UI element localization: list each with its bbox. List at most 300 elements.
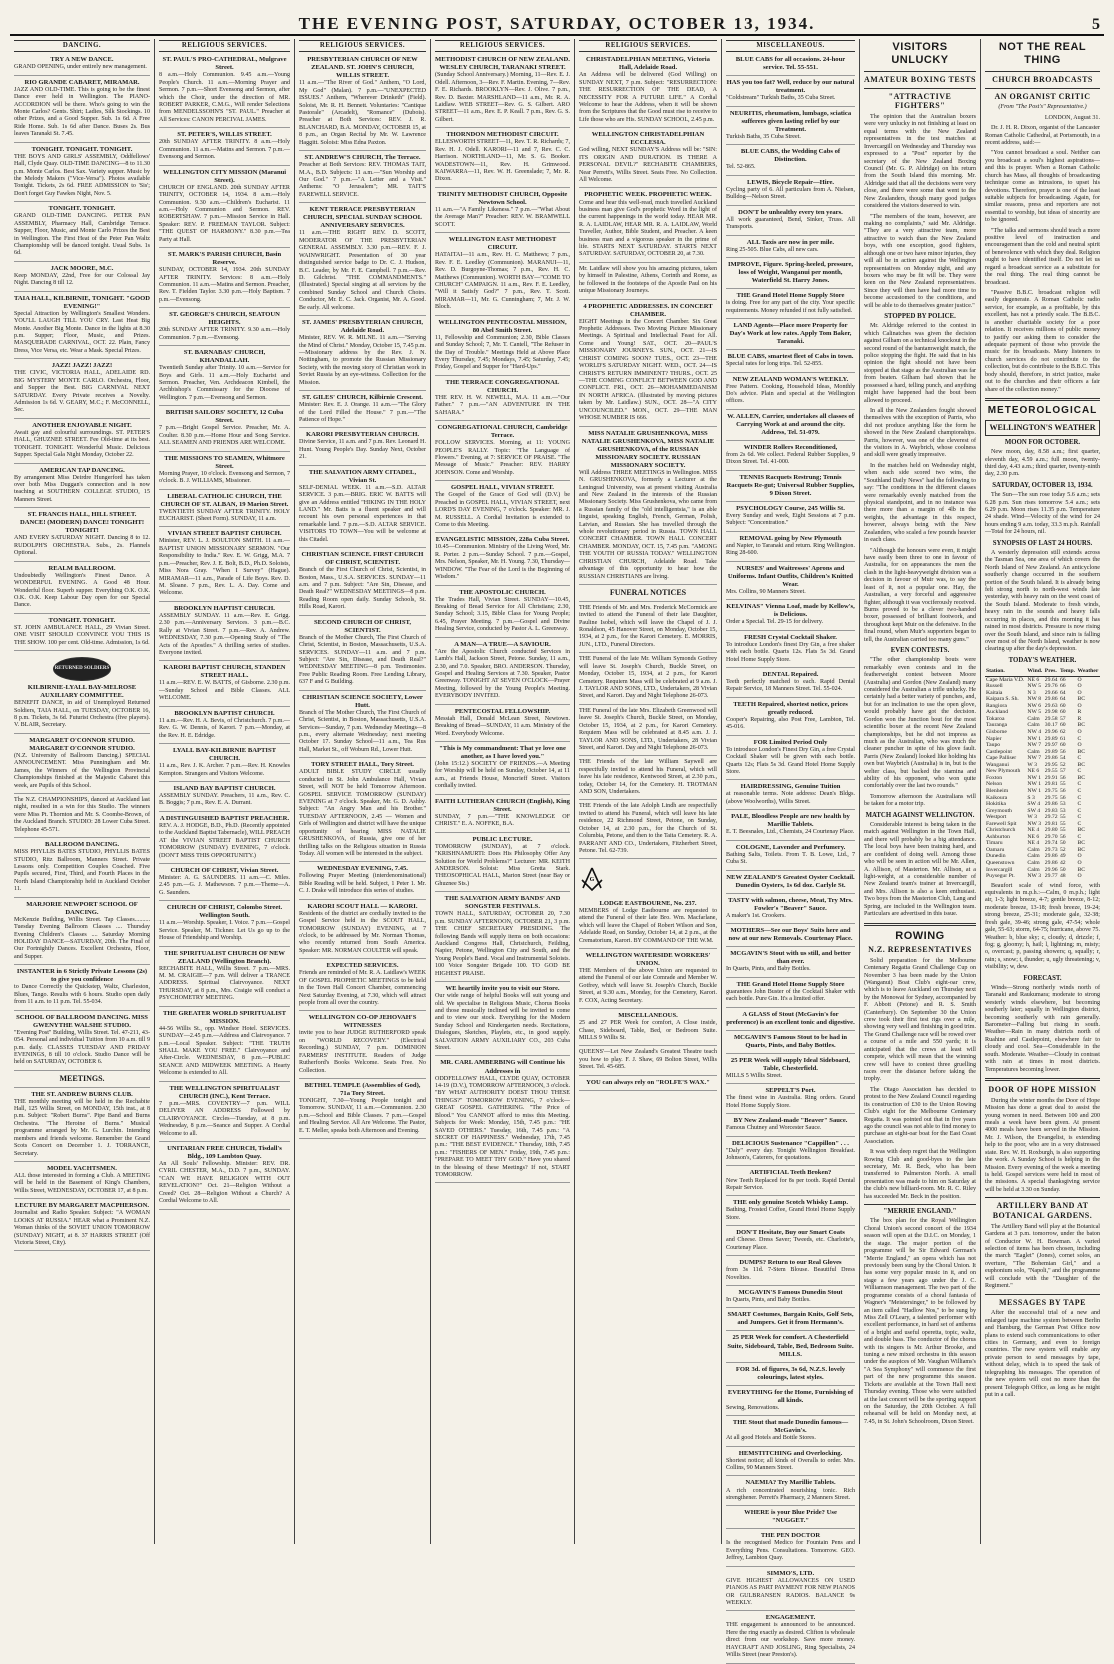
table-cell: 29.89 xyxy=(1044,735,1058,742)
article-body xyxy=(864,1218,976,1426)
ad-body: Undoubtedly Wellington's Finest Dance. A WONDERFUL EVENING. A Good 48 Hour. Wonderful floor. Superb supper. Everything O.K. O.K. O.K. O.K. Keep Labour Day open for our Special Dance. xyxy=(14,572,150,609)
classified-ad xyxy=(726,1168,855,1196)
table-row xyxy=(985,873,1100,880)
table-cell: Calm xyxy=(1027,748,1040,755)
table-cell: BC xyxy=(1077,827,1086,834)
ad-heading: WHERE is your Blue Pride? Use "NUGGET." xyxy=(744,1509,837,1525)
classified-ad xyxy=(14,1164,150,1199)
ad-body: Special Attraction by Wellington's Smallest Wonders. YOU'LL LAUGH TILL YOU CRY. Last Heat Big Monte. Another Big Monte. Dance in the lights at 8.30 p.m. Supper; Floor, Music, and Prizes. MASQUERADE CARNIVAL, OCT. 22. Plain, Fancy Dress, Vice Versa, etc. Wear a Mask. Special Prizes. xyxy=(14,310,150,354)
ad-heading: HEMSTITCHING and Overlocking. xyxy=(738,1449,843,1457)
classified-ad xyxy=(14,264,150,292)
ad-heading: SEPPELT'S Port. xyxy=(765,1087,816,1095)
ad-body: 20th SUNDAY AFTER TRINITY. 8 a.m.—Holy Communion. 11 a.m.—Matins and Sermon. 7 p.m.—Evensong and Sermon. xyxy=(159,139,290,161)
classified-ad xyxy=(299,468,426,548)
ad-heading: PROPHETIC WEEK. PROPHETIC WEEK. xyxy=(584,191,712,199)
table-cell: 62 xyxy=(1059,729,1066,736)
table-cell: S 3 xyxy=(1027,794,1035,801)
table-cell: C xyxy=(1077,814,1082,821)
classified-ad xyxy=(299,55,426,151)
classified-ad xyxy=(726,782,855,810)
masthead-title: THE EVENING POST, SATURDAY, OCTOBER 13, 1934. xyxy=(298,14,816,33)
ad-heading: THE TERRACE CONGREGATIONAL CHURCH. xyxy=(445,378,560,394)
classified-ad xyxy=(726,473,855,502)
table-cell: C xyxy=(1077,807,1082,814)
table-cell: C xyxy=(1077,794,1082,801)
ad-heading: FAITH LUTHERAN CHURCH (English), King Street. xyxy=(435,797,570,813)
table-cell: Hokitika xyxy=(986,801,1006,808)
ad-body: MILLS 5 Willis Street. xyxy=(726,1072,783,1079)
classified-ad xyxy=(579,587,717,602)
ad-heading: WELLINGTON PENTECOSTAL MISSION, 80 Abel Smith Street. xyxy=(438,318,567,334)
ad-heading: FOR Limited Period Only xyxy=(753,738,828,746)
table-cell: NE 6 xyxy=(1027,676,1040,683)
ad-body: 11, Fellowship and Communion; 2.30, Bible Classes and Sunday School; 7, Mr. T. Cantell, "The Refuser in the Day of Trouble." Meetings Held at Above Place Every Thursday, 7.45; Mondays, 7.45; Saturday, 7.45; Friday, Gospel and Supper for "Hard-Ups." xyxy=(435,334,570,371)
synopsis-text: A westerly depression still extends across the Tasman Sea, one area of which covers the North Island of New Zealand. An anticyclone southerly change occurred in the southern portion of the South Island. It is already being felt strong north to north-west winds late yesterday, with heavy rain on the west coast of the South Island. Moderate to fresh winds, heavy rain in the sounds and heavy falls occurring in places, and this morning it has rained in most districts. Pressure is now rising over the South Island, and since rain is falling over most of the North Island, weather is now clearing up after the day's depression. xyxy=(985,549,1100,653)
ad-body: 7 p.m.—MRS. COVENTRY—7 p.m. WILL DELIVER AN ADDRESS Followed by CLAIRVOYANCE. Circles—Tuesday, at 8 p.m. Wednesday, 8 p.m.—Seance and Supper. A Cordial Welcome to all. xyxy=(159,1100,290,1137)
classified-ad xyxy=(435,190,570,233)
ad-heading: KENT TERRACE PRESBYTERIAN CHURCH, SPECIAL SUNDAY SCHOOL ANNIVERSARY SERVICES. xyxy=(303,206,422,230)
ad-body: 20th SUNDAY AFTER TRINITY. 9.30 a.m.—Holy Communion. 7 p.m.—Evensong. xyxy=(159,327,290,341)
classified-ad xyxy=(579,1078,717,1091)
ad-body: Ring 25-505. Blue Cabs, all new cars. xyxy=(726,246,819,253)
ad-heading: THE SALVATION ARMY BANDS' AND SONGSTER FESTIVALS. xyxy=(444,895,561,911)
ad-body: Following Prayer Meeting (interdenominational) Bible Reading will be held. Subject, 1 Peter 1. Mr. C. J. Drake will introduce this series of studies. xyxy=(299,873,426,895)
ad-heading: TONIGHT. TONIGHT. xyxy=(48,616,116,624)
classified-ad xyxy=(435,235,570,315)
table-cell: R xyxy=(1077,709,1082,716)
classified-ad xyxy=(726,178,855,206)
table-cell: 56 xyxy=(1059,787,1066,794)
ad-body: (Sunday School Anniversary.) Morning, 11—Rev. E. J. Odell. Afternoon, 3—Rev. F. Martin. Evening, 7—Rev. F. E. Richards. BROOKLYN—Rev. J. Olive. 7 p.m., Rev. D. Baxter. MARSHLAND—11 a.m., Mr. R. A. Laidlaw. WEB STREET—Rev. G. S. Gilbert. ARO STREET—11 a.m., Rev. E. P. Keall. 7 p.m., Rev. G. S. Gilbert. xyxy=(435,72,570,123)
table-cell: 29.83 xyxy=(1044,807,1058,814)
ad-heading: KARORI SCOUT HALL — KARORI. xyxy=(307,902,418,910)
ad-body: THE Friends of the late Adolph Lindh are respectfully invited to attend his Funeral, which will leave his late residence, 22 Richmond Street, Petone, on Sunday, October 14, at 2.30 p.m., for the Church of St. Columbia, Petone, and then to the Taita Cemetery. R. A. PARRANT AND CO., Undertakers, Fitzherbert Street, Petone. Tel. 62-739. xyxy=(579,803,717,854)
forecast-heading: FORECAST. xyxy=(1023,974,1062,982)
ad-body: McKenzie Building, Willis Street. Tap Classes.......... Tuesday Evening Ballroom Classes .... Thursday Evening Children's Classes .... Saturday Morning HOLIDAY DANCE—SATURDAY, 20th. The Final of Our Fortnightly Dances. Excellent Orchestra, Floor, and Supper. xyxy=(14,916,150,960)
table-cell: Calm xyxy=(1027,722,1040,729)
ad-heading: 25 PER Week for comfort. A Chesterfield Suite, Sideboard, Table, Bed, Bedroom Suite. MILLS. xyxy=(727,1334,854,1358)
ad-heading: NAEMIA? Try Marillie Tablets. xyxy=(745,1479,836,1487)
classified-ad xyxy=(726,504,855,532)
ad-heading: SECOND CHURCH OF CHRIST, SCIENTIST. xyxy=(313,618,412,634)
ad-heading: JACK MOORE, M.C. xyxy=(50,264,114,272)
ad-heading: MEETINGS. xyxy=(59,1073,105,1083)
article-headline: MESSAGES BY TAPE xyxy=(999,1297,1086,1307)
column-boxing-rowing xyxy=(860,39,981,1544)
ad-heading: THE only genuine Scotch Whisky Lamp. xyxy=(733,1199,848,1207)
table-cell: Napier xyxy=(986,735,1002,742)
classified-ad xyxy=(435,894,570,982)
classified-ad xyxy=(726,602,855,630)
ad-body: "Evening Post" Building, Willis Street. Tel. 47-211, 43-054. Personal and individual Tuition from 10 a.m. till 9 p.m. daily. CLASSES TUESDAY AND FRIDAY EVENINGS, 8 till 10 o'clock. Studio Dance will be held on SATURDAY, OCTOBER 6. xyxy=(14,1029,150,1066)
ad-heading: MARJORIE NEWPORT SCHOOL OF DANCING. xyxy=(26,900,138,916)
classified-ad xyxy=(579,1048,717,1075)
ad-heading: TONIGHT. TONIGHT. xyxy=(48,205,116,213)
ad-body: ASSEMBLY SUNDAY. Preachers, 11 a.m., Rev. C. B. Boggis; 7 p.m., Rev. E. A. Durrant. xyxy=(159,792,290,807)
ad-body: TONIGHT, 7.30—Young People tonight and Tomorrow. SUNDAY, 11 a.m.—Communion. 2.30 p.m.—School and Bible Classes. 7 p.m.—Gospel and Healing Service. All Are Welcome. The Pastor, E. T. Meller, speaks both Afternoon and Evening. xyxy=(299,1098,426,1134)
classified-ad xyxy=(726,564,855,601)
table-cell: 30.17 xyxy=(1044,722,1058,729)
table-cell: 29.95 xyxy=(1044,761,1058,768)
classified-ad xyxy=(726,1288,855,1308)
ad-body: "Are the Apostolic Church conducted Services in Lamb's Hall, Jackson Street, Petone. Sunday, 11 a.m., 2.30, and 7.0. Speaker, BRO. ANDERSON. Thursday, Gospel and Healing Services at 7.30. Speaker, Pastor Greenway. TONIGHT AT SEVEN O'CLOCK—Prayer Meeting, followed by the Young People's Meeting. EVERYBODY INVITED. xyxy=(435,648,570,700)
ad-body: TOMORROW (SUNDAY), at 7 o'clock. "KRISHNAMURTI: Does His Philosophy Offer Any Solution for World Problems?" Lecturer: MR. KEITH ANDERSON. Soloist: Miss Gretta Stark. THEOSOPHICAL HALL, Marion Street (near Bay or Ghuznee Sts.) xyxy=(435,843,570,887)
ad-body: Our wide range of helpful Books will suit young and old. We specialise in Religious Music, Chorus Books and those musically inclined will be invited to come and to view our stock. Everything for the Modern Sunday School and Kindergarten needs. Recitations, Dialogues, Sketches, Playlets, etc., in good supply. SALVATION ARMY AUXILIARY CO., 203 Cuba Street. xyxy=(435,993,570,1052)
ad-body: invite you to hear JUDGE RUTHERFORD speak on "WORLD RECOVERY." (Electrical Recording.) SUNDAY, 7 p.m. DOMINION FARMERS' INSTITUTE. Readers of Judge Rutherford's Books Welcome. Seats Free. No Collection. xyxy=(299,1030,426,1074)
ad-heading: BY New Zealand-made "Beaver" Sauce. xyxy=(733,1117,848,1125)
classified-ad xyxy=(726,1449,855,1477)
table-cell: Timaru xyxy=(986,840,1003,847)
ad-heading: LAND Agents—Place more Property for Day's Work at low rates. Apply Tom Baker, Taranaki. xyxy=(729,322,852,346)
paragraph: In all the New Zealanders fought showed themselves with the exception of Parris, who did not produce anything like the form he showed in the New Zealand championships. Parris, however, was one of the cleverest of the visitors in A. Waybrich, whose coolness and skill were greatly impressive. xyxy=(864,407,976,459)
ad-body: and Cheese. Dress Saver; Tweeds, etc. Charlotte's, Courtenay Place. xyxy=(726,1237,855,1251)
ad-body: The Gospel of the Grace of God will (D.V.) be Preached in GOSPEL HALL, VIVIAN STREET, next LORD'S DAY EVENING, 7 o'clock. Speaker: MR. J. M. RUSSELL. A Cordial Invitation is extended to Come to this Meeting. xyxy=(435,492,570,529)
ad-heading: DENTAL Repaired. xyxy=(762,670,819,678)
ad-heading: THE GREATER WORLD SPIRITUALIST MISSION. xyxy=(162,1009,287,1025)
table-cell: Kaipara S. Sh. xyxy=(986,696,1019,703)
classified-ad xyxy=(579,190,717,262)
ad-body: (John 15:12.) SOCIETY OF FRIENDS.—A Meeting for Worship will be held on Sunday, October 14, at 11 a.m., at Friends House, Moncrieff Street. Visitors cordially invited. xyxy=(435,761,570,790)
classified-ad xyxy=(726,534,855,562)
column-religious-1 xyxy=(155,39,295,1544)
ad-heading: ST. GILES' CHURCH, Kilbirnie Crescent. xyxy=(302,394,423,402)
table-cell: O xyxy=(1077,873,1082,880)
ad-body: Will Address THREE MEETINGS in Wellington. MISS N. GRUSHENKOVA, formerly a Lecturer at the Leningrad University, was at present visiting Australia and New Zealand in the interests of the Russian Missionary Society. Miss Grushenkova, who came from a Russian family of the "old intelligentsia," is an able linguist, speaking English, French, German, Polish, Latvian, and Russian. She has travelled through the whole revolutionary period in Russia. TOWN HALL CONCERT CHAMBER. TOWN HALL CONCERT CHAMBER. MONDAY, OCT. 15, 7.45 p.m. "AMONG THE YOUTH OF RUSSIA TODAY." WELLINGTON CHRISTIAN CHURCH, Adelaide Road. Take advantage of this opportunity to hear how the RUSSIAN CHRISTIANS are living. xyxy=(579,469,717,580)
ad-body: Bathing Salts, Toilets. From T. B. Lowe, Ltd., 7 Cuba St. xyxy=(726,851,855,866)
classified-ad xyxy=(579,265,717,300)
classified-ad xyxy=(14,1073,150,1088)
column-religious-4 xyxy=(575,39,722,1544)
classified-ad xyxy=(726,1198,855,1226)
ad-heading: DON'T be unhealthy every ten years. xyxy=(738,208,843,216)
ad-heading: EVANGELISTIC MISSION, 228a Cuba Street. xyxy=(435,536,570,544)
ad-body: 11 a.m., Rev. J. K. Archer. 7 p.m.—Rev. H. Knowles Kempton. Strangers and Visitors Welcome. xyxy=(159,763,290,777)
ad-body: A maker's 1st. Crookers. xyxy=(726,912,786,919)
classified-ad xyxy=(579,861,717,949)
ad-body: from 3s 11d. 7-Stem Blouse. Beautiful Dress Novelties. xyxy=(726,1267,855,1281)
ad-body: and Napier, to Taranaki and return. Ring Wellington. Ring 28-600. xyxy=(726,542,855,557)
ad-body: CHURCH OF ENGLAND. 20th SUNDAY AFTER TRINITY, OCTOBER 14, 1934. 8 a.m.—Holy Communion. 9.30 a.m.—Children's Eucharist. 11 a.m.—Holy Communion and Sermon. REV. ROBERTSHAW. 7 p.m.—Mission Service in Hall. Speaker: REV. P. FREEMAN TAYLOR. Subject: "THE QUEST OF HARMONY." 8.30 p.m.—Tea Party at Hall. xyxy=(159,184,290,243)
returned-soldiers-logo: RETURNED SOLDIERS xyxy=(53,657,111,681)
ad-heading: WELLINGTON CHRISTADELPHIAN ECCLESIA. xyxy=(591,131,705,147)
classified-ad xyxy=(435,588,570,638)
table-cell: 52 xyxy=(1059,761,1066,768)
ad-heading: ST. ANDREW'S CHURCH, The Terrace. xyxy=(304,154,421,162)
ad-heading: THE APOSTOLIC CHURCH. xyxy=(459,588,546,596)
classified-ad xyxy=(435,423,570,481)
classified-ad xyxy=(726,208,855,236)
classified-ad xyxy=(159,130,290,165)
classified-ad xyxy=(299,1081,426,1139)
classified-ad xyxy=(159,250,290,308)
article-body xyxy=(864,822,976,918)
ad-body: THE Members of the above Union are requested to attend the Funeral of our late Comrade and Member W. Gotfrey, which will leave St. Joseph's Church, Buckle Street, at 9.30 a.m., Monday, for the Cemetery, Karori. F. COX, Acting Secretary. xyxy=(579,968,717,1004)
classified-ad xyxy=(726,375,855,410)
ad-heading: WELLINGTON CO-OP JEHOVAH'S WITNESSES xyxy=(308,1014,417,1030)
ad-body: An All Souls' Fellowship. Minister: REV. DR. CYRIL CHESTER, M.A., D.D. 7 p.m., SUNDAY. "CAN WE HAVE RELIGION WITH OUT REVELATION?" Oct. 21—Religion Without a Creed? Oct. 28—Religion Without a Church? A Cordial Welcome to All. xyxy=(159,1160,290,1205)
classified-ad xyxy=(159,168,290,248)
classified-ad xyxy=(726,443,855,471)
ad-heading: W. ALLEN, Carrier, undertakes all classes of Carrying Work at and around the city. Address, Tel. 51-079. xyxy=(727,412,854,436)
ad-heading: EXPECTED SERVICES. xyxy=(326,962,399,970)
ad-heading: TRINITY METHODIST CHURCH, Opposite Newtown School. xyxy=(437,190,568,206)
ad-heading: PALE, Bloodless People are new health by Marillie Tablets. xyxy=(731,813,850,829)
classified-ad xyxy=(726,1228,855,1256)
ad-body: Free Pattern. Cooking, Household Ideas, Monthly Do's advice. Plain and special at the Wellington offices. xyxy=(726,383,855,405)
ad-heading: TAIA HALL, KILBIRNIE, TONIGHT. "GOOD EVENING!" xyxy=(14,294,150,310)
ad-heading: METHODIST CHURCH OF NEW ZEALAND. WESLEY CHURCH, TARANAKI STREET. xyxy=(435,56,570,72)
table-cell: Russell xyxy=(986,683,1003,690)
page-number: 5 xyxy=(1092,16,1100,33)
ad-body: 11 a.m.—Worship. Speaker, I. Voice. 7 p.m.—Gospel Service. Speaker, M. Tickner. Let Us go up to the House of Friendship and Worship. xyxy=(159,920,290,942)
ad-body: (N.Z. University of Ballroom Dancing.) SPECIAL ANNOUNCEMENT. Miss Punningham and Mr. James, the Winners of the Wellington Provincial Championships finished at the Majestic Cabaret this week, are Pupils of this School. xyxy=(14,752,150,789)
ad-heading: 4 PROPHETIC ADDRESSES. IN CONCERT CHAMBER. xyxy=(583,302,713,318)
ad-heading: THE Grand Hotel Home Supply Store xyxy=(736,292,845,300)
ad-body: Cycling party of 6. All particulars from A. Nielsen, Bulldog—Nelson Street. xyxy=(726,186,855,201)
ad-body: THE Friends of the late William Saywell are respectfully invited to attend his Funeral, which will leave his late residence, Kentwood Street, at 2.30 p.m., today, October 14, for the Cemetery. H. TROTMAN AND SON, Undertakers. xyxy=(579,759,717,796)
ad-body: Preacher at Both Services: REV. THOMAS TAIT, M.A., B.D. Subjects: 11 a.m.—"Sun Worship and Our God." 7 p.m.—"A Letter and a Visit." Anthems: "O Jerusalem"; MR. TAIT'S FAREWELL SERVICE. xyxy=(299,162,426,198)
weather-col-header: Weather xyxy=(1077,667,1101,676)
table-cell: Taupo xyxy=(986,742,1001,749)
ad-heading: HAIRDRESSING, Genuine Tuition xyxy=(740,783,841,791)
ad-body: At all good Hotels and Bottle Stores. xyxy=(726,1435,816,1442)
classified-ad xyxy=(14,840,150,898)
ad-body: Mr. Laidlaw will show you his amazing pictures, taken by himself in Palestine, Athens, Corinth and Rome, as he followed in the footsteps of the Apostle Paul on his unique Missionary Journeys. xyxy=(579,265,717,295)
table-cell: 49 xyxy=(1059,853,1066,860)
classified-ad xyxy=(726,896,855,924)
table-cell: 29.66 xyxy=(1044,689,1058,696)
ad-heading: NURSES' and Waitresses' Aprons and Uniforms. Infant Outfits, Children's Knitted Wear. xyxy=(727,564,854,588)
table-cell: 55 xyxy=(1059,820,1066,827)
ad-body: Famous Chutney and Worcester Sauce. xyxy=(726,1125,822,1132)
ad-heading: BALLROOM DANCING. xyxy=(45,841,119,849)
paragraph: The opinion that the Australian boxers were very unlucky in not finishing at least on equal terms with the New Zealand representatives in the test matches at Invercargill on Wednesday and Thursday was expressed to a "Post" reporter by the secretary of the New Zealand Boxing Council (Mr. G. P. Aldridge) on his return from the South Island this morning. Mr. Aldridge said that all the decisions were very close, and there were some that went to the New Zealanders, though many good judges considered the visitors deserved to win. xyxy=(864,114,976,210)
ad-heading: IMPROVE, Figure. Spring-heeled, pressure, loss of Weight, Wanganui per month, Waterfield St. Harry Jones. xyxy=(727,261,854,285)
table-cell: 29.63 xyxy=(1044,702,1058,709)
ad-heading: THE PEN DOCTOR xyxy=(760,1532,821,1540)
ad-body: 10.45—Communion. Ministry of the Living Word, Mr. R. Porter. 2 p.m.—Sunday School. 7 p.m.—Gospel, Mrs. Nelson, Speaker, Mr. H. Young. 7.30, Thursday—WINDOW. "The Fear of the Lord is the Beginning of Wisdom." xyxy=(435,544,570,581)
ad-body: Await gay and colourful surroundings. ST. PETER'S HALL, GHUZNEE STREET. Fee Old-time at its best. TONIGHT. TONIGHT. Wonderful Music. Delicious Supper. Special Gala Night Monday, October 22. xyxy=(14,429,150,459)
ad-body: The finest wine in Australia. Ring orders. Grand Hotel Home Supply Store. xyxy=(726,1095,855,1109)
ad-body: Cooper's Repairing, also Post Free, Lambton, Tel. 45-016. xyxy=(726,716,855,731)
article-body xyxy=(864,657,976,808)
ad-heading: LEWIS, Bicycle Repair—Hire. xyxy=(746,178,835,186)
ad-body: EIGHT Meetings in the Concert Chamber. Six Great Prophetic Addresses. Two Moving Picture Missionary Meetings. A Spiritual and Intellectual Feast for All. Come and Young! SAT., OCT. 20—PAUL'S MISSIONARY JOURNEYS. SUN., OCT. 21—IS CHRIST COMING SOON? TUES., OCT. 23—THE WORLD'S SATURDAY NIGHT. WED., OCT. 24—IS CHRIST'S RETURN IMMINENT? THURS., OCT. 25—THE COMING CONFLICT BETWEEN GOD AND CONFLICT. FRI., OCT. 26—MOHAMMEDANISM IN NORTH AFRICA. (Illustrated by moving pictures taken by Mr. Laidlaw.) SUN., OCT. 28—"A CITY UNCOUNCILED." MON., OCT. 29—THE MAN WHOSE NUMBER IS 666. xyxy=(579,318,717,422)
ad-heading: WINDER Rollers Reconditioned, xyxy=(743,443,838,451)
ad-body: to Dance Correctly the Quickstep, Waltz, Charleston, Blues, Tango. Results with 6 hours. Studio open daily from 11 a.m. to 11 p.m. Tel. 55-034. xyxy=(14,984,150,1006)
ad-body: AND EVERY SATURDAY NIGHT. Dancing 8 to 12. RUDOLPH'S ORCHESTRA. Subs., 2s. Flannels Optional. xyxy=(14,535,150,557)
classified-ad xyxy=(159,949,290,1007)
paragraph: Dr. J. H. R. Dixon, organist of the Lancaster Roman Catholic Cathedral, at Portsmouth, in a recent address, said:— xyxy=(985,125,1100,146)
moon-text: New moon, day, 8.58 a.m.; first quarter, eleventh day, 4.59 a.m.; full moon, twenty-third day, 4.43 a.m.; third quarter, twenty-ninth day, 2.30 p.m. xyxy=(985,449,1100,478)
table-cell: 60 xyxy=(1059,702,1066,709)
ad-body: Come and hear this well-read, much travelled Auckland business man give God's prophetic Word in the light of the current happenings in the world today. HEAR MR. R. A. LAIDLAW, HEAR MR. R. A. LAIDLAW, World Traveller, Author, Bible Student, and Preacher. A keen business man and a vigorous speaker in the prime of life. STARTS NEXT SATURDAY. STARTS NEXT SATURDAY. SATURDAY, OCTOBER 20, at 7.30. xyxy=(579,199,717,258)
ad-body: RECHABITE HALL, Willis Street. 7 p.m.—MRS. M. M. CRAIGIE—7 p.m. Will deliver a TRANCE ADDRESS. Spiritual Clairvoyance. NEXT THURSDAY, at 8 p.m., Mrs. Craigie will conduct a PSYCHOMETRY MEETING. xyxy=(159,965,290,1002)
meteorological-title: METEOROLOGICAL xyxy=(987,404,1098,416)
table-cell: 61 xyxy=(1059,735,1066,742)
ad-heading: KELVINAS" Vienna Loaf, made by Kellow's, is Delicious. xyxy=(726,603,855,619)
table-cell: NE 4 xyxy=(1027,827,1040,834)
ad-body: Is the recognised Medico for Fountain Pens and Everything Pens. Consultations. Tomorrow. GEO. Jeffrey, Lambton Quay. xyxy=(726,1540,855,1562)
article-crosshead: STOPPED BY POLICE. xyxy=(884,313,956,321)
table-cell: Queenstown xyxy=(986,859,1015,866)
ad-heading: FUNERAL NOTICES xyxy=(609,588,687,598)
column-religious-3 xyxy=(431,39,575,1544)
table-cell: 29.74 xyxy=(1044,840,1058,847)
ad-body: 11 a.m.—"The River of God." Anthem, "O Lord, My God" (Malan). 7 p.m.—"UNEXPECTED ISSUES." Anthem, "Wherever Drinketh" (Field). Soloist, Mr. R. H. Bennett. Voluntaries: "Cantique Pastorale" (Arcadelt), "Romance" (Dubois). Preacher at Both Services: REV. J. R. BLANCHARD, B.A. MONDAY, OCTOBER 15, at 8 p.m., an Organ Recital by Mr. W. Lawrence Haggitt. Soloist: Miss Edna Paxton. xyxy=(299,80,426,146)
table-cell: Tokaroa xyxy=(986,715,1005,722)
ad-body: Branch of the Mother Church, The First Church of Christ, Scientist, in Boston, Massachusetts, U.S.A. SERVICES. SUNDAY—11 a.m. and 7 p.m. Subject: "Are Sin, Disease, and Death Real?" WEDNESDAY MEETING—8 p.m. Testimonies. Free Public Reading Room. Free Lending Library, 637 F and G Building. xyxy=(299,634,426,686)
table-cell: Puysegur Pt. xyxy=(986,873,1015,880)
saturday-heading: SATURDAY, OCTOBER 13, 1934. xyxy=(992,481,1093,489)
ad-heading: JAZZ! JAZZ! JAZZ! xyxy=(51,362,113,370)
weather-col-header: Wind. xyxy=(1026,667,1043,676)
ad-heading: NEW ZEALAND WOMAN'S WEEKLY. xyxy=(732,375,849,383)
table-cell: Calm xyxy=(1027,715,1040,722)
table-cell: 29.75 xyxy=(1044,787,1058,794)
synopsis-heading: SYNOPSIS OF LAST 24 HOURS. xyxy=(992,539,1093,547)
column-broadcasts-weather xyxy=(981,39,1104,1544)
ad-body: 11 a.m.—REV. E. W. BATTS, of Gisborne. 2.30 p.m.—Sunday School and Bible Classes. ALL WELCOME. xyxy=(159,680,290,702)
classified-ad xyxy=(579,55,717,128)
classified-ad xyxy=(726,700,855,736)
ad-heading: MISCELLANEOUS. xyxy=(618,1012,678,1020)
ad-heading: COLOGNE, Lavender and Perfumery. xyxy=(735,843,846,851)
article-headline: ROWING xyxy=(895,929,945,942)
ad-list xyxy=(579,55,717,1090)
table-cell: BC xyxy=(1077,696,1086,703)
table-cell: Cape Palliser xyxy=(986,755,1017,762)
classified-ad xyxy=(14,361,150,419)
ad-body: TOWN HALL, SATURDAY, OCTOBER 20, 7.30 p.m. SUNDAY AFTERNOON, OCTOBER 21, 3 p.m. THE CHIEF SECRETARY PRESIDING. The following Bands will supply items on both occasions: Auckland Congress Hall, Christchurch, Feilding, Napier, Petone, Wellington City and South, and the Young People's Band. Vocal and Instrumental Soloists. 100 Voice Songster Brigade 100. TO GOD BE HIGHEST PRAISE. xyxy=(435,911,570,977)
classified-ad xyxy=(726,1569,855,1612)
table-cell: BC xyxy=(1077,748,1086,755)
classified-ad xyxy=(435,640,570,705)
ad-body: MEMBERS of Lodge Eastbourne are requested to attend the Funeral of their late Bro. Wm. Macfarlane, which will leave the Chapel of Robert Wilson and Son, Adelaide Road, on Sunday, October 14, at 2 p.m., at the Crematorium, Karori. BY COMMAND OF THE W.M. xyxy=(579,907,717,944)
ad-heading: ST. GEORGE'S CHURCH, SEATOUN HEIGHTS. xyxy=(169,311,280,327)
article-subhead: N.Z. REPRESENTATIVES xyxy=(868,944,972,954)
classified-ad xyxy=(579,130,717,188)
ad-heading: UNITARIAN FREE CHURCH, Tisdall's Bldg., 109 Lambton Quay. xyxy=(167,1144,282,1160)
ad-heading: LIBERAL CATHOLIC CHURCH, THE CHURCH OF ST. ALBAN, 19 Marion Street. xyxy=(160,492,289,508)
ad-heading: GOSPEL HALL, VIVIAN STREET. xyxy=(451,484,554,492)
paragraph: Mr. Aldridge referred to the contest in which Calinatches was given the decision against Gilham on a technical knockout in the second round of the bantamweight match, the police stopping the fight. He said that in his opinion the fight should not have been stopped at that stage as the Australian was far from beaten. Gilham had shown that he possessed a hard, telling punch, and anything might have happened had the bout been allowed to proceed. xyxy=(864,323,976,404)
paragraph: Considerable interest is being taken in the match against Wellington in the Town Hall, and there will probably be a big attendance. The local boys have been training hard, and are confident of doing well. Among those who will be seen in action will be Mr. Allen, A. Allison, of Masterton. Mr. Allison, at a light-weight, at a considerable number of New Zealand team's trainer at Invercargill, and Mrs. Allison is also a keen enthusiast. Two boys from the Masterton Club, Lang and Spring, are included in the Wellington team. Particulars are advertised in this issue. xyxy=(864,822,976,918)
classified-ad xyxy=(159,784,290,812)
table-cell: 57 xyxy=(1059,715,1066,722)
ad-body: QUEENS'—Let New Zealand's Greatest Theatre teach you how to play. F. J. Shaw, 69 Bolton Street, Willis Street. Tel. 45-685. xyxy=(579,1049,717,1071)
ad-body: Messiah Hall, Donald McLean Street, Newtown. Breaking of Bread—SUNDAY, 11 a.m. Ministry of the Word. Everybody Welcome. xyxy=(435,715,570,737)
article-body: During the winter months the Door of Hope Mission has done a great deal to assist the young women in need. Between 100 and 200 meals a week have been given. At present 4000 meals have been served in the Mission. Mr. J. Wilson, the Evangelist, is extending help to the poor, who are in a very distressed state. Rev. W. H. Roxburgh, is also supporting the work. A Sunday School is helping in the Mission. Every evening of the week a meeting is held. Gospel services were held in most of the missions. A special thanksgiving service will be held at 3.30 on Sunday. xyxy=(985,1097,1100,1193)
ad-heading: WELLINGTON CITY MISSION (Maranui Street). xyxy=(162,168,287,184)
ad-heading: ST. PETER'S, WILLIS STREET. xyxy=(177,131,272,139)
ad-heading: BETHEL TEMPLE (Assemblies of God), 71a Tory Street. xyxy=(304,1081,421,1098)
ad-body: THE Friends of Mr. and Mrs. Frederick McCormick are invited to attend the Funeral of their late Daughter, Pauline Isobel, which will leave the Chapel of J. J. Ronaldson, 45 Hanover Street, on Monday, October 15, 1934, at 2 p.m., for the Karori Cemetery. E. MORRIS, JUN., LTD., Funeral Directors. xyxy=(579,604,717,648)
ad-heading: SCHOOL OF BALLROOM DANCING. MISS GWENYTHE WALSHE STUDIO. xyxy=(16,1013,148,1029)
ad-heading: MCGAVIN'S Stout with us still, and better than ever. xyxy=(730,950,851,966)
table-cell: Greymouth xyxy=(986,807,1012,814)
classified-ad xyxy=(726,926,855,947)
ad-heading: CHRISTIAN SCIENCE. FIRST CHURCH OF CHRIST, SCIENTIST. xyxy=(301,551,424,567)
ad-heading: ST. FRANCIS HALL, HILL STREET. DANCE! (MODERN) DANCE! TONIGHT! TONIGHT! xyxy=(19,511,145,535)
weather-table-header xyxy=(985,667,1100,676)
ad-heading: DUMPS? Return to our Real Gloves xyxy=(739,1259,842,1267)
classified-ad xyxy=(726,1531,855,1566)
table-cell: 29.96 xyxy=(1044,866,1058,873)
ad-heading: YOU can always rely on "ROLFE'S WAX." xyxy=(586,1078,710,1086)
classified-ad xyxy=(726,238,855,258)
ad-heading: A GLASS of Stout (McGavin's for preference) is an excellent tonic and digestive. xyxy=(726,1010,855,1026)
ad-heading: BROOKLYN BAPTIST CHURCH. xyxy=(174,709,275,717)
ad-body: BENEFIT DANCE, in aid of Unemployed Returned Soldiers, TAIA HALL, on TUESDAY, OCTOBER 16, 8 p.m. Tickets, 3s 6d. Futurist Orchestra (five players). V. BLAIR, Secretary. xyxy=(14,700,150,729)
ad-body: Morning Prayer, 10 o'clock. Evensong and Sermon, 7 o'clock. B. J. WILLIAMS, Missioner. xyxy=(159,470,290,485)
table-cell: NW 5 xyxy=(1027,683,1042,690)
section-heading: RELIGIOUS SERVICES. xyxy=(435,40,570,52)
ad-heading: THE SPIRITUALIST CHURCH OF NEW ZEALAND (Wellington Branch). xyxy=(164,949,285,965)
classified-ad xyxy=(435,378,570,421)
article-body xyxy=(864,323,976,644)
ad-body: Divine Service, 11 a.m. and 7 p.m. Rev. Leonard H. Hunt. Young People's Day. Sunday Next, October 21. xyxy=(299,439,426,461)
ad-heading: MODEL YACHTSMEN. xyxy=(47,1164,117,1172)
classified-ad xyxy=(14,421,150,464)
ad-heading: ANOTHER ENJOYABLE NIGHT. xyxy=(32,421,132,429)
ad-list xyxy=(435,55,570,1183)
ad-body: THE Funeral of the late Mr. William Symonds Gotfrey will leave St. Joseph's Church, Buckle Street, on Monday, October 15, 1934, at 2 p.m., for Karori Cemetery. Requiem Mass will be celebrated at 9 a.m. J. J. TAYLOR AND SONS, LTD., Undertakers, 28 Vivian Street, and Karori. Day and Night Telephone 26-073. xyxy=(579,656,717,700)
ad-body: 11 a.m.—Rev. H. A. Bevis, of Christchurch. 7 p.m.—Rev. G. W. Dennis, of Karori. 7 p.m.—Monday, at the Rev. H. E. Edridge. xyxy=(159,717,290,739)
ad-body: from 2s 6d. We collect. Federal Rubber Supplies, 9 Dixon Street. Tel. 41-000. xyxy=(726,451,855,466)
table-cell: W 3 xyxy=(1027,761,1037,768)
ad-body: TWENTIETH SUNDAY AFTER TRINITY. HOLY EUCHARIST. (Sheet Form). SUNDAY, 11 a.m. xyxy=(159,508,290,522)
classified-ad xyxy=(726,412,855,441)
ad-body: ODDFELLOWS' HALL, CLYDE QUAY, OCTOBER 14-19 (D.V.), TOMORROW AFTERNOON, 3 o'clock. "BY WHAT AUTHORITY DOEST THOU THESE THINGS?" TOMORROW EVENING, 7 o'clock—GREAT GOSPEL GATHERING. "The Price of Blood." You CANNOT afford to miss this Meeting. Subjects for Week: Monday, 15th, 7.45 p.m.: "HE SAVED OTHERS." Tuesday, 16th, 7.45 p.m.: "A SECRET OF HAPPINESS." Wednesday, 17th, 7.45 p.m.: "THE BEST EVIDENCE." Thursday, 18th, 7.45 p.m.: "FISHERS OF MEN." Friday, 19th, 7.45 p.m.: "PREPARE TO MEET THY GOD." Have you shared in the blessing of these Meetings? If not, START TOMORROW. xyxy=(435,1075,570,1179)
classified-ad xyxy=(726,1310,855,1331)
ad-heading: ISLAND BAY BAPTIST CHURCH. xyxy=(173,784,276,792)
ad-heading: AMERICAN TAP DANCING. xyxy=(39,466,125,474)
classified-ad xyxy=(726,1116,855,1136)
classified-ad xyxy=(579,707,717,757)
table-cell: NW 7 xyxy=(1027,742,1042,749)
table-cell: 29.81 xyxy=(1044,781,1058,788)
ad-body: Teeth perfectly matched to each. Rapid Dental Repair Service, 18 Manners Street. Tel. 55-024. xyxy=(726,678,855,693)
table-cell: 29.75 xyxy=(1044,794,1058,801)
table-cell: 29.77 xyxy=(1044,873,1058,880)
classified-ad xyxy=(14,736,150,794)
table-cell: NW 3 xyxy=(1027,820,1042,827)
classified-ad xyxy=(14,564,150,614)
classified-ad xyxy=(299,1013,426,1079)
table-cell: C xyxy=(1077,833,1082,840)
ad-body: A rich concentrated nourishing tonic. Rich strengthener. Perrett's Pharmacy, 2 Manners Street. xyxy=(726,1487,855,1501)
table-cell: O xyxy=(1077,853,1082,860)
ad-body: 7 p.m.—Bright Gospel Service. Preacher, Mr. A. Coulter. 8.30 p.m.—Home Hour and Song Service. ALL SEAMEN AND FRIENDS ARE WELCOME. xyxy=(159,425,290,447)
ad-body: THE monthly meeting will be held in the Rechabite Hall, 125 Willis Street, on MONDAY, 15th inst., at 8 p.m. Subject: "Robert Burns". Pipe Band and Burns Orchestra. "The Heroine of Burns." Musical programme arranged by Mr. G. Lurchin. Intending members and friends welcome. Remember the Grand Scots Concert on December 1. J. TORRANCE, Secretary. xyxy=(14,1098,150,1157)
table-cell: C xyxy=(1077,787,1082,794)
table-cell: 29.73 xyxy=(1044,846,1058,853)
ad-body: Sewing, Renovations. xyxy=(726,1404,780,1411)
ad-body: Residents of the district are cordially invited to the Gospel Service held in the SCOUT HALL, TOMORROW (SUNDAY) EVENING, at 7 o'clock, to be addressed by Mr. Norman Thomas, who recently returned from South America. Speaker: MR. NORMAN COULTER will speak. xyxy=(299,910,426,954)
table-cell: BC xyxy=(1077,722,1086,729)
article-subhead: CHURCH BROADCASTS xyxy=(992,74,1093,84)
classified-ad xyxy=(159,746,290,782)
table-cell: 29.58 xyxy=(1044,715,1058,722)
ad-body: Twentieth Sunday after Trinity. 10 a.m.—Service for Boys and Girls. 11 a.m.—Holy Eucharist and Sermon. Preacher, Ven. Archdeacon Kimbell, the Archbishop's Commissary for the Diocese of Wellington. 7 p.m.—Evensong and Sermon. xyxy=(159,365,290,401)
table-cell: NW 3 xyxy=(1027,873,1042,880)
ad-body: Special rates for long trips. Tel. 52-855. xyxy=(726,361,823,368)
ad-heading: TORY STREET HALL, Tory Street. xyxy=(311,761,414,769)
ad-body: is doing. Free for any part of the city. Your specific requirements. Money refunded if not fully satisfied. xyxy=(726,300,855,314)
classified-ad xyxy=(159,1009,290,1082)
classified-ad xyxy=(579,655,717,705)
